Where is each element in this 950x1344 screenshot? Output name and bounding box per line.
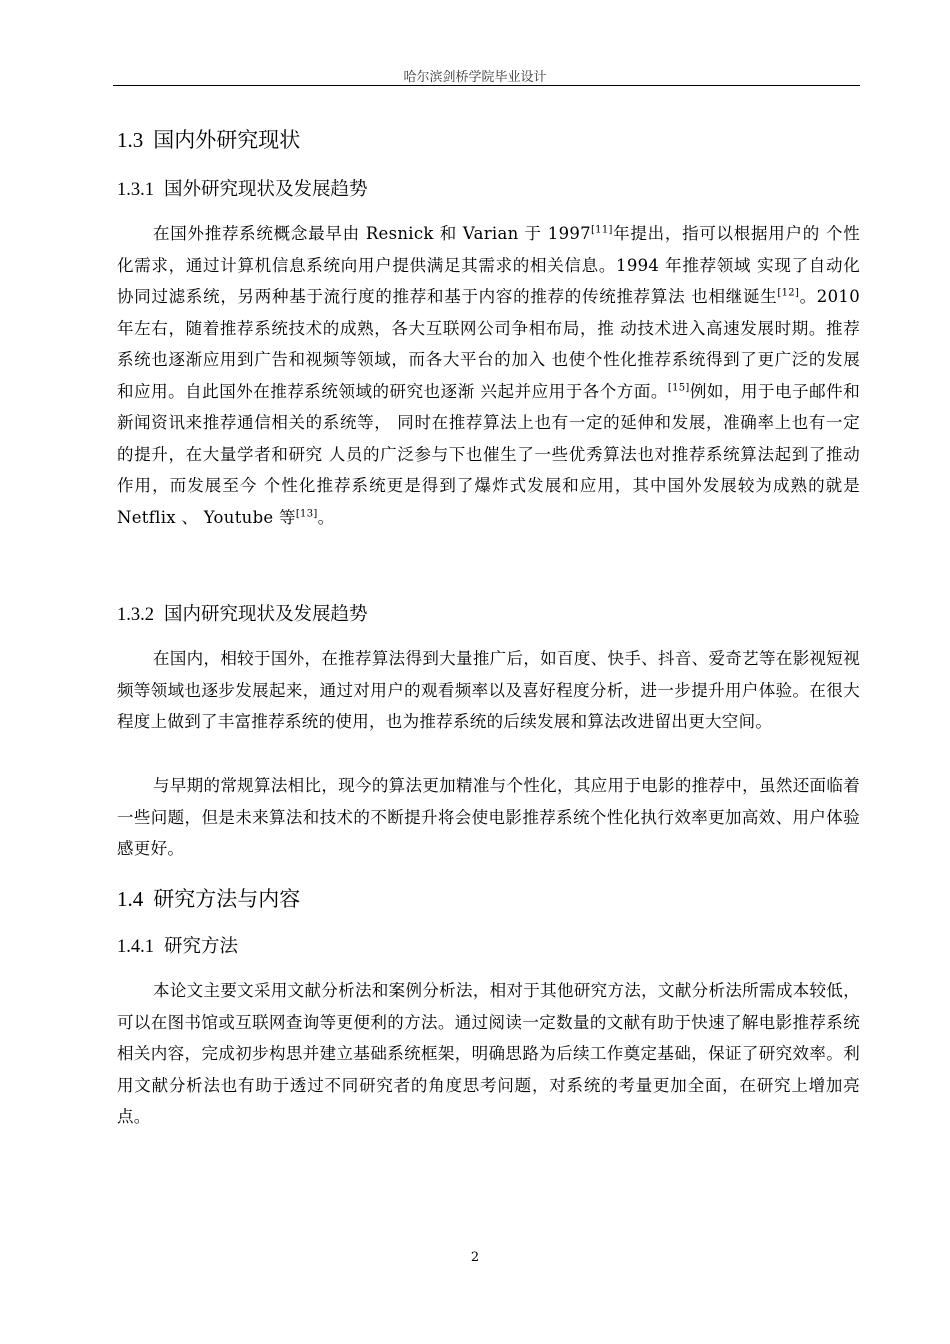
section-title: 研究方法与内容: [153, 887, 301, 911]
text-run: 年提出，指可以根据用户的 个性化需求，通过计算机信息系统向用户提供满足其需求的相关信息。1994 年推荐领域 实现了自动化协同过滤系统，另两种基于流行度的推荐和基于内容的推荐的传统推荐算法 也相继诞生: [117, 224, 860, 306]
section-title: 国外研究现状及发展趋势: [164, 179, 368, 200]
paragraph-domestic-research: 在国内，相较于国外，在推荐算法得到大量推广后，如百度、快手、抖音、爱奇艺等在影视短视频等领域也逐步发展起来，通过对用户的观看频率以及喜好程度分析，进一步提升用户体验。在很大程度上做到了丰富推荐系统的使用，也为推荐系统的后续发展和算法改进留出更大空间。: [117, 649, 860, 731]
section-heading-1-3-1: [117, 175, 368, 201]
page-header-title: 哈尔滨剑桥学院毕业设计: [403, 70, 547, 85]
section-number: 1.3.2: [117, 605, 154, 625]
paragraph-research-method: 本论文主要文采用文献分析法和案例分析法，相对于其他研究方法，文献分析法所需成本较低，可以在图书馆或互联网查询等更便利的方法。通过阅读一定数量的文献有助于快速了解电影推荐系统相关内容，完成初步构思并建立基础系统框架，明确思路为后续工作奠定基础，保证了研究效率。利用文献分析法也有助于透过不同研究者的角度思考问题，对系统的考量更加全面，在研究上增加亮点。: [117, 981, 860, 1126]
section-title: 国内外研究现状: [153, 128, 301, 152]
section-heading-1-3: [117, 124, 300, 154]
paragraph-foreign-research: [117, 218, 860, 533]
section-heading-1-4: [117, 883, 300, 913]
paragraph-algorithm-comparison: 与早期的常规算法相比，现今的算法更加精准与个性化，其应用于电影的推荐中，虽然还面临着一些问题，但是未来算法和技术的不断提升将会使电影推荐系统个性化执行效率更加高效、用户体验感更好。: [117, 776, 860, 858]
section-number: 1.4.1: [117, 937, 154, 957]
text-run: 例如，用于电子邮件和新闻资讯来推荐通信相关的系统等， 同时在推荐算法上也有一定的延伸和发展，准确率上也有一定的提升，在大量学者和研究 人员的广泛参与下也催生了一些优秀算法也对推荐系统算法起到了推动作用，而发展至今 个性化推荐系统更是得到了爆炸式发展和应用，其中国外发展较为成熟的就是 Netflix 、 Youtube 等: [117, 381, 860, 527]
citation: [13]: [295, 508, 318, 519]
text-run: 。: [317, 507, 335, 527]
text-run: 在国外推荐系统概念最早由 Resnick 和 Varian 于 1997: [153, 224, 591, 243]
text-run: 。2010 年左右，随着推荐系统技术的成熟，各大互联网公司争相布局，推 动技术进入高速发展时期。推荐系统也逐渐应用到广告和视频等领域，而各大平台的加入 也使个性化推荐系统得到了更广泛的发展和应用。自此国外在推荐系统领域的研究也逐渐 兴起并应用于各个方面。: [117, 287, 860, 401]
citation: [11]: [590, 224, 613, 236]
page-number: 2: [470, 1250, 480, 1265]
section-number: 1.4: [117, 887, 144, 911]
section-number: 1.3: [117, 128, 144, 152]
header-divider: [113, 85, 860, 86]
section-title: 国内研究现状及发展趋势: [164, 604, 368, 625]
citation: [15]: [667, 382, 690, 393]
citation: [12]: [777, 287, 800, 299]
section-heading-1-3-2: [117, 600, 368, 626]
section-number: 1.3.1: [117, 180, 154, 200]
section-title: 研究方法: [164, 936, 239, 957]
section-heading-1-4-1: [117, 932, 238, 958]
